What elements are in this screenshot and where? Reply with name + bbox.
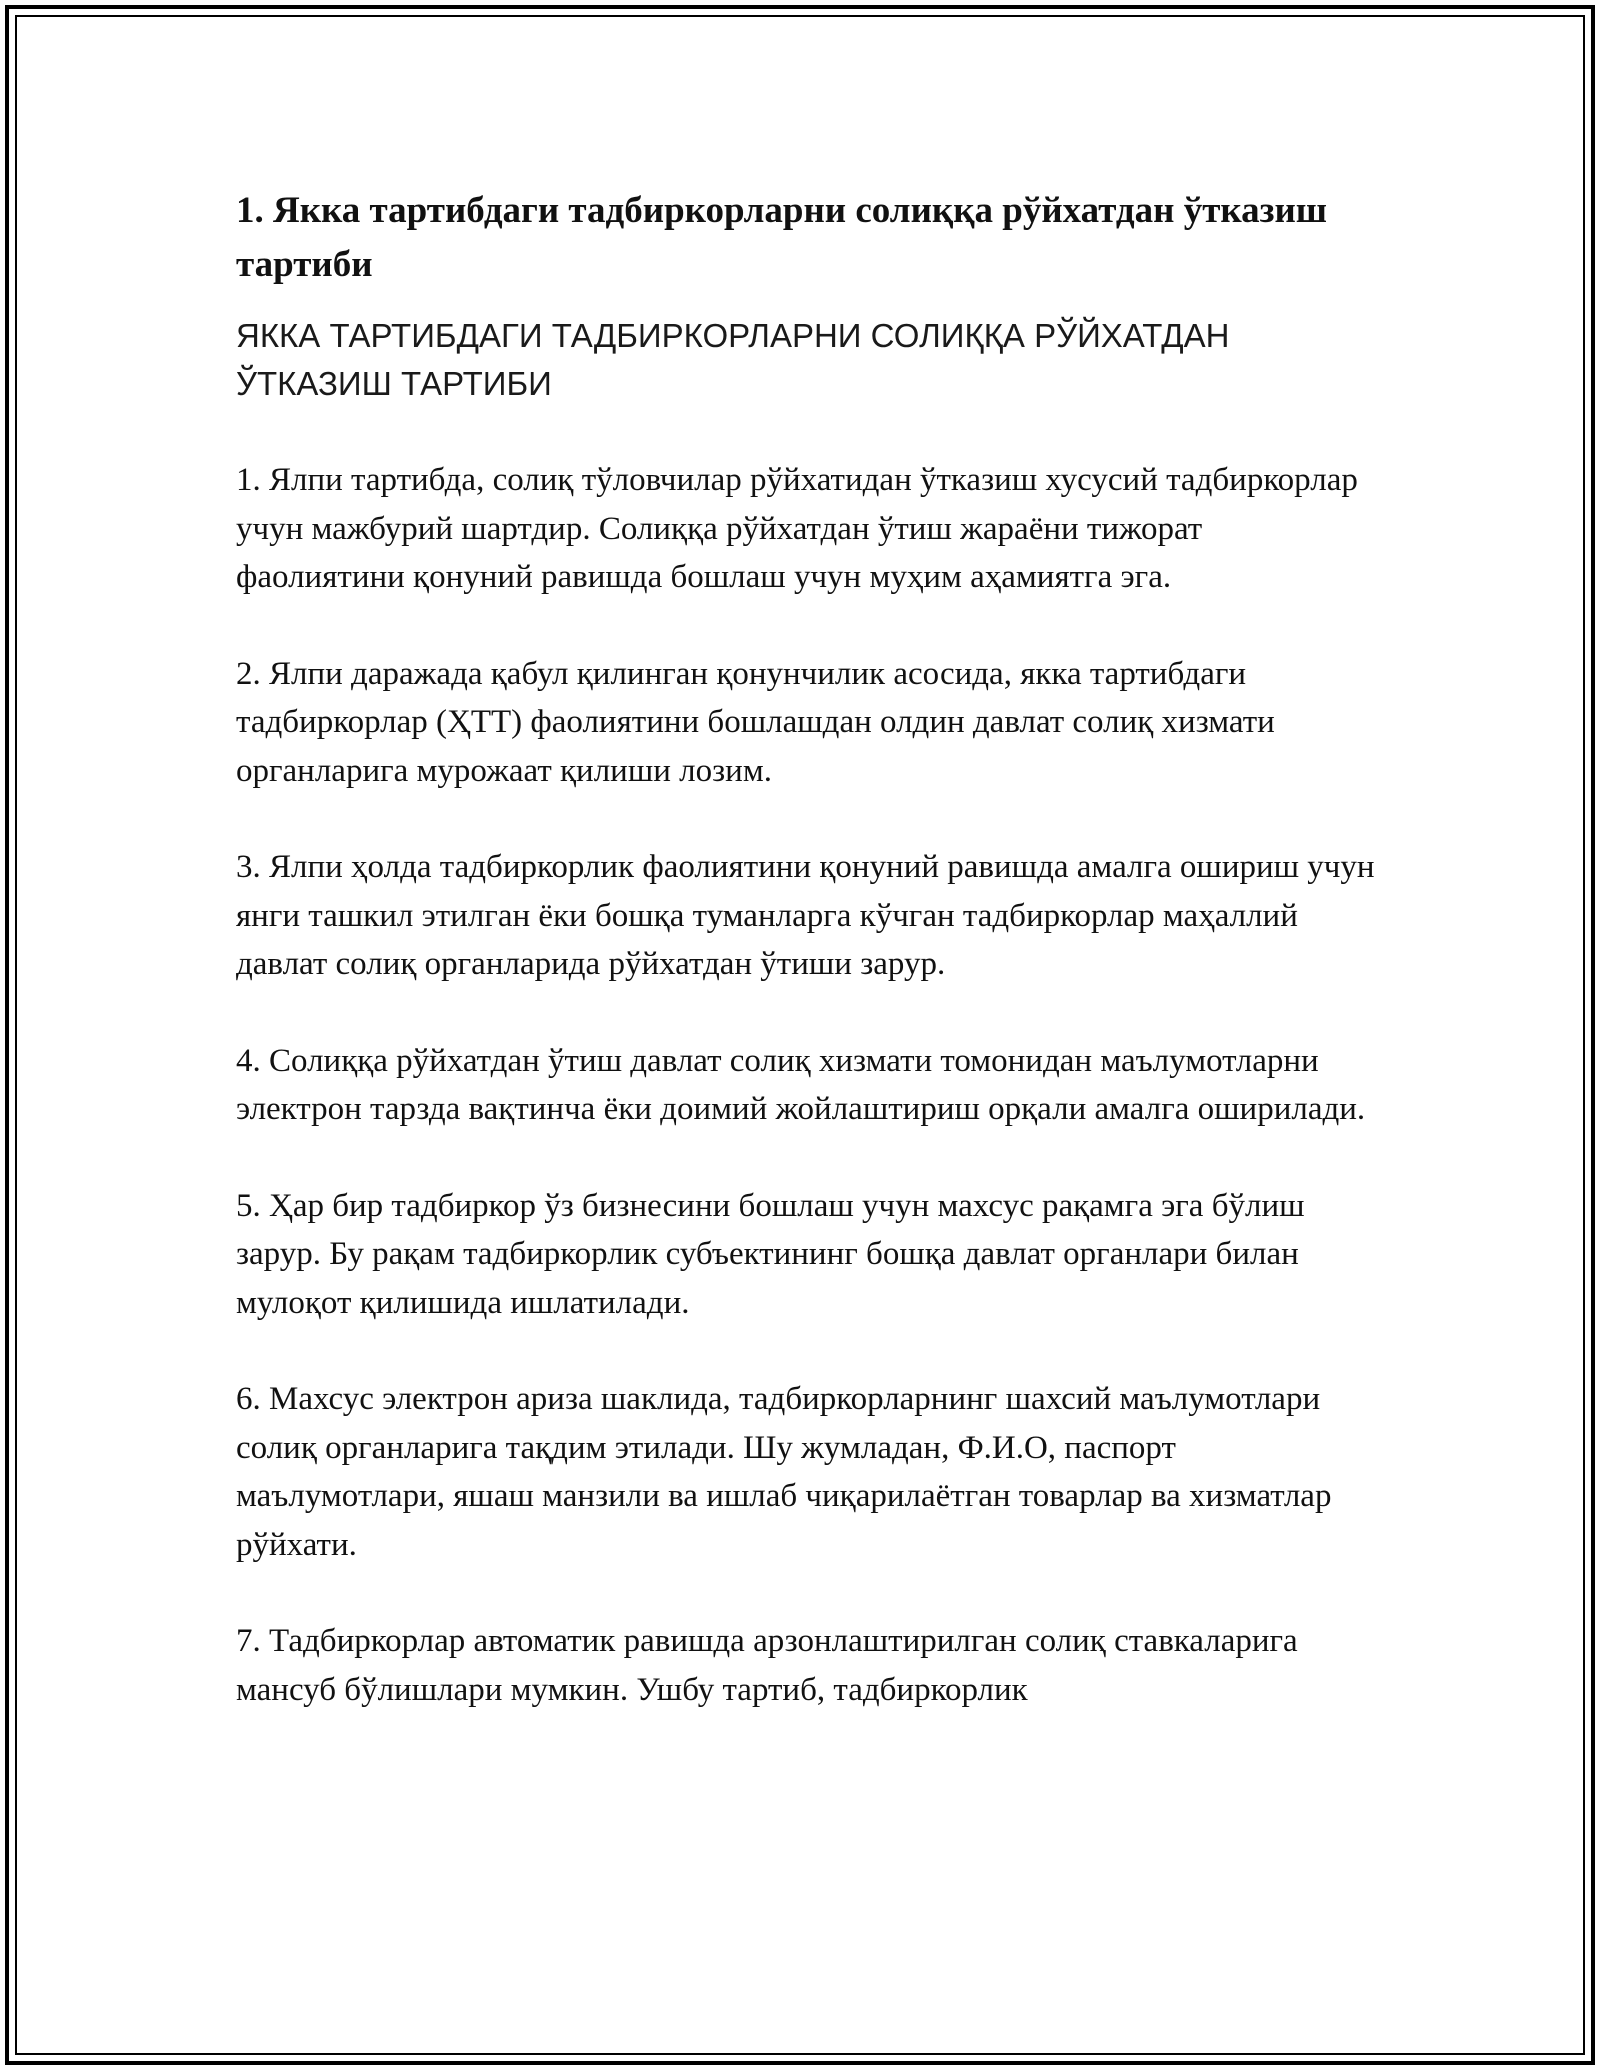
document-title: 1. Якка тартибдаги тадбиркорларни солиққа рўйхатдан ўтказиш тартиби	[236, 190, 1328, 285]
paragraph-3: 3. Ялпи ҳолда тадбиркорлик фаолиятини қонуний равишда амалга ошириш учун янги ташкил этилган ёки бошқа туманларга кўчган тадбиркорлар маҳаллий давлат солиқ органларида рўйхатдан ўтиши зарур.	[236, 849, 1375, 982]
paragraph-7: 7. Тадбиркорлар автоматик равишда арзонлаштирилган солиқ ставкаларига мансуб бўлишлари мумкин. Ушбу тартиб, тадбиркорлик	[236, 1623, 1298, 1708]
paragraph-6: 6. Махсус электрон ариза шаклида, тадбиркорларнинг шахсий маълумотлари солиқ органларига тақдим этилади. Шу жумладан, Ф.И.О, паспорт маълумотлари, яшаш манзили ва ишлаб чиқарилаётган товарлар ва хизматлар рўйхати.	[236, 1381, 1332, 1563]
document-subtitle: ЯККА ТАРТИБДАГИ ТАДБИРКОРЛАРНИ СОЛИҚҚА РЎЙХАТДАН ЎТКАЗИШ ТАРТИБИ	[236, 317, 1230, 402]
document-body	[236, 184, 1376, 1714]
paragraph-4: 4. Солиққа рўйхатдан ўтиш давлат солиқ хизмати томонидан маълумотларни электрон тарзда вақтинча ёки доимий жойлаштириш орқали амалга оширилади.	[236, 1042, 1366, 1127]
paragraph-2: 2. Ялпи даражада қабул қилинган қонунчилик асосида, якка тартибдаги тадбиркорлар (ҲТТ) фаолиятини бошлашдан олдин давлат солиқ хизмати органларига мурожаат қилиши лозим.	[236, 655, 1275, 789]
paragraph-1: 1. Ялпи тартибда, солиқ тўловчилар рўйхатидан ўтказиш хусусий тадбиркорлар учун мажбурий шартдир. Солиққа рўйхатдан ўтиш жараёни тижорат фаолиятини қонуний равишда бошлаш учун муҳим аҳамиятга эга.	[236, 462, 1358, 595]
paragraph-5: 5. Ҳар бир тадбиркор ўз бизнесини бошлаш учун махсус рақамга эга бўлиш зарур. Бу рақам тадбиркорлик субъектининг бошқа давлат органлари билан мулоқот қилишида ишлатилади.	[236, 1187, 1305, 1321]
